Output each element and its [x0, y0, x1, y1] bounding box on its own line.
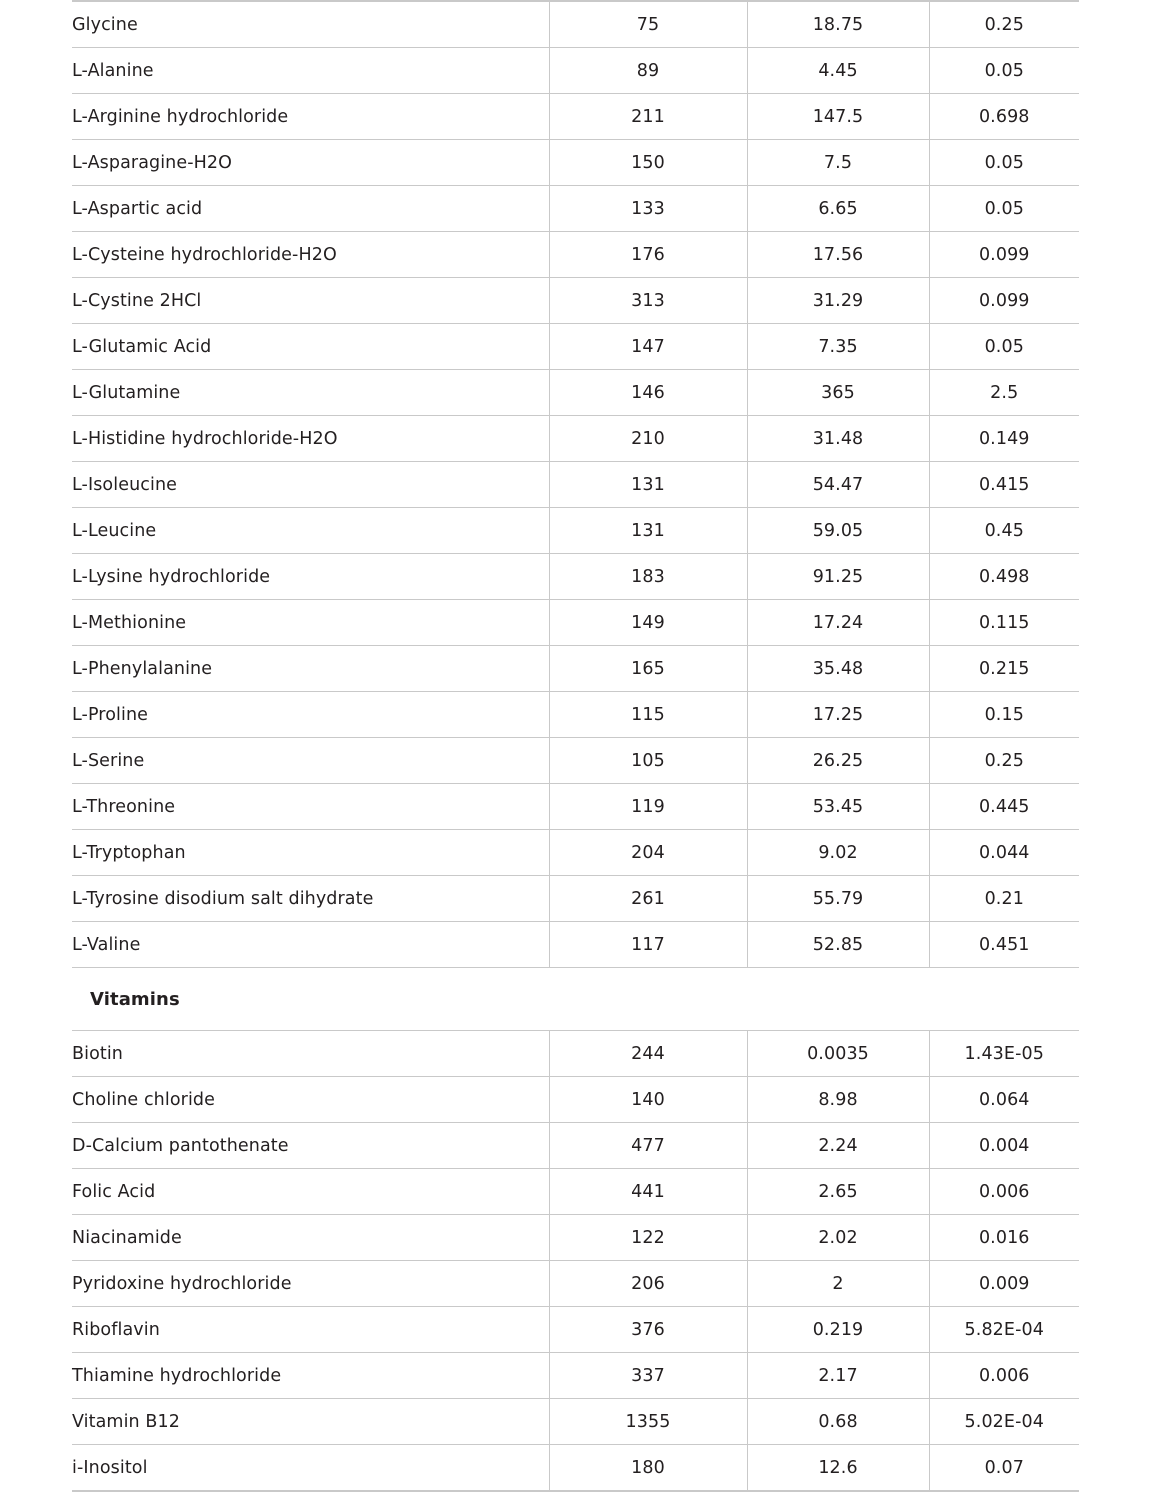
component-name-cell: L-Threonine	[72, 784, 549, 830]
concentration-mgl-cell: 17.25	[747, 692, 929, 738]
concentration-mgl-cell: 0.0035	[747, 1031, 929, 1077]
component-name-cell: D-Calcium pantothenate	[72, 1123, 549, 1169]
concentration-mgl-cell: 147.5	[747, 94, 929, 140]
molecular-weight-cell: 131	[549, 508, 747, 554]
molecular-weight-cell: 337	[549, 1353, 747, 1399]
concentration-mm-cell: 0.009	[929, 1261, 1079, 1307]
table-row	[72, 416, 1079, 462]
component-name-cell: L-Asparagine-H2O	[72, 140, 549, 186]
molecular-weight-cell: 149	[549, 600, 747, 646]
table-row	[72, 876, 1079, 922]
concentration-mgl-cell: 2.17	[747, 1353, 929, 1399]
concentration-mm-cell: 0.044	[929, 830, 1079, 876]
table-row	[72, 1261, 1079, 1307]
concentration-mgl-cell: 365	[747, 370, 929, 416]
concentration-mgl-cell: 91.25	[747, 554, 929, 600]
concentration-mgl-cell: 6.65	[747, 186, 929, 232]
table-row	[72, 1123, 1079, 1169]
component-name-cell: L-Lysine hydrochloride	[72, 554, 549, 600]
component-name-cell: L-Cystine 2HCl	[72, 278, 549, 324]
molecular-weight-cell: 313	[549, 278, 747, 324]
component-name-cell: L-Serine	[72, 738, 549, 784]
table-row	[72, 508, 1079, 554]
table-row	[72, 1169, 1079, 1215]
table-row	[72, 232, 1079, 278]
concentration-mgl-cell: 31.48	[747, 416, 929, 462]
molecular-weight-cell: 1355	[549, 1399, 747, 1445]
component-name-cell: L-Tyrosine disodium salt dihydrate	[72, 876, 549, 922]
molecular-weight-cell: 131	[549, 462, 747, 508]
concentration-mgl-cell: 59.05	[747, 508, 929, 554]
molecular-weight-cell: 75	[549, 2, 747, 48]
concentration-mgl-cell: 8.98	[747, 1077, 929, 1123]
concentration-mgl-cell: 0.68	[747, 1399, 929, 1445]
table-section-header	[72, 968, 1079, 1031]
concentration-mm-cell: 0.05	[929, 48, 1079, 94]
molecular-weight-cell: 117	[549, 922, 747, 968]
molecular-weight-cell: 206	[549, 1261, 747, 1307]
molecular-weight-cell: 140	[549, 1077, 747, 1123]
table-row	[72, 1215, 1079, 1261]
concentration-mm-cell: 0.25	[929, 2, 1079, 48]
concentration-mm-cell: 0.15	[929, 692, 1079, 738]
molecular-weight-cell: 89	[549, 48, 747, 94]
concentration-mm-cell: 5.82E-04	[929, 1307, 1079, 1353]
concentration-mgl-cell: 17.56	[747, 232, 929, 278]
table-bottom-border	[72, 1491, 1079, 1499]
concentration-mm-cell: 0.698	[929, 94, 1079, 140]
component-name-cell: Glycine	[72, 2, 549, 48]
molecular-weight-cell: 204	[549, 830, 747, 876]
table-row	[72, 1353, 1079, 1399]
concentration-mm-cell: 0.05	[929, 324, 1079, 370]
concentration-mgl-cell: 2	[747, 1261, 929, 1307]
molecular-weight-cell: 147	[549, 324, 747, 370]
concentration-mm-cell: 0.45	[929, 508, 1079, 554]
concentration-mgl-cell: 2.24	[747, 1123, 929, 1169]
component-name-cell: L-Proline	[72, 692, 549, 738]
concentration-mm-cell: 1.43E-05	[929, 1031, 1079, 1077]
molecular-weight-cell: 119	[549, 784, 747, 830]
component-name-cell: L-Alanine	[72, 48, 549, 94]
component-name-cell: L-Isoleucine	[72, 462, 549, 508]
component-name-cell: L-Cysteine hydrochloride-H2O	[72, 232, 549, 278]
concentration-mm-cell: 0.115	[929, 600, 1079, 646]
molecular-weight-cell: 210	[549, 416, 747, 462]
concentration-mm-cell: 0.445	[929, 784, 1079, 830]
concentration-mgl-cell: 17.24	[747, 600, 929, 646]
concentration-mm-cell: 2.5	[929, 370, 1079, 416]
concentration-mgl-cell: 7.35	[747, 324, 929, 370]
concentration-mgl-cell: 2.65	[747, 1169, 929, 1215]
concentration-mgl-cell: 2.02	[747, 1215, 929, 1261]
component-name-cell: Choline chloride	[72, 1077, 549, 1123]
molecular-weight-cell: 183	[549, 554, 747, 600]
concentration-mm-cell: 0.064	[929, 1077, 1079, 1123]
component-name-cell: L-Glutamine	[72, 370, 549, 416]
concentration-mgl-cell: 31.29	[747, 278, 929, 324]
component-name-cell: L-Phenylalanine	[72, 646, 549, 692]
concentration-mm-cell: 5.02E-04	[929, 1399, 1079, 1445]
table-row	[72, 738, 1079, 784]
concentration-mgl-cell: 52.85	[747, 922, 929, 968]
concentration-mgl-cell: 4.45	[747, 48, 929, 94]
table-row	[72, 922, 1079, 968]
concentration-mm-cell: 0.004	[929, 1123, 1079, 1169]
table-row	[72, 462, 1079, 508]
concentration-mm-cell: 0.05	[929, 140, 1079, 186]
component-name-cell: L-Aspartic acid	[72, 186, 549, 232]
molecular-weight-cell: 115	[549, 692, 747, 738]
concentration-mgl-cell: 35.48	[747, 646, 929, 692]
molecular-weight-cell: 176	[549, 232, 747, 278]
concentration-mgl-cell: 54.47	[747, 462, 929, 508]
concentration-mm-cell: 0.05	[929, 186, 1079, 232]
concentration-mm-cell: 0.099	[929, 232, 1079, 278]
concentration-mgl-cell: 26.25	[747, 738, 929, 784]
table-row	[72, 646, 1079, 692]
molecular-weight-cell: 376	[549, 1307, 747, 1353]
concentration-mm-cell: 0.016	[929, 1215, 1079, 1261]
section-title: Vitamins	[72, 968, 1079, 1031]
component-name-cell: Folic Acid	[72, 1169, 549, 1215]
component-name-cell: L-Valine	[72, 922, 549, 968]
component-name-cell: Thiamine hydrochloride	[72, 1353, 549, 1399]
molecular-weight-cell: 211	[549, 94, 747, 140]
component-name-cell: L-Arginine hydrochloride	[72, 94, 549, 140]
table-row	[72, 692, 1079, 738]
concentration-mm-cell: 0.149	[929, 416, 1079, 462]
concentration-mm-cell: 0.21	[929, 876, 1079, 922]
concentration-mm-cell: 0.099	[929, 278, 1079, 324]
table-row	[72, 600, 1079, 646]
molecular-weight-cell: 477	[549, 1123, 747, 1169]
concentration-mm-cell: 0.25	[929, 738, 1079, 784]
component-name-cell: L-Histidine hydrochloride-H2O	[72, 416, 549, 462]
concentration-mgl-cell: 9.02	[747, 830, 929, 876]
component-name-cell: Biotin	[72, 1031, 549, 1077]
component-name-cell: L-Leucine	[72, 508, 549, 554]
concentration-mm-cell: 0.215	[929, 646, 1079, 692]
concentration-mgl-cell: 7.5	[747, 140, 929, 186]
concentration-mm-cell: 0.006	[929, 1353, 1079, 1399]
molecular-weight-cell: 180	[549, 1445, 747, 1491]
molecular-weight-cell: 441	[549, 1169, 747, 1215]
molecular-weight-cell: 105	[549, 738, 747, 784]
table-row	[72, 2, 1079, 48]
molecular-weight-cell: 150	[549, 140, 747, 186]
molecular-weight-cell: 165	[549, 646, 747, 692]
concentration-mm-cell: 0.415	[929, 462, 1079, 508]
concentration-mgl-cell: 55.79	[747, 876, 929, 922]
table-row	[72, 1077, 1079, 1123]
table-row	[72, 1399, 1079, 1445]
component-name-cell: Pyridoxine hydrochloride	[72, 1261, 549, 1307]
table-row	[72, 94, 1079, 140]
table-row	[72, 554, 1079, 600]
concentration-mm-cell: 0.07	[929, 1445, 1079, 1491]
table-row	[72, 784, 1079, 830]
molecular-weight-cell: 122	[549, 1215, 747, 1261]
concentration-mgl-cell: 53.45	[747, 784, 929, 830]
table-row	[72, 370, 1079, 416]
table-row	[72, 140, 1079, 186]
table-row	[72, 1307, 1079, 1353]
molecular-weight-cell: 244	[549, 1031, 747, 1077]
table-row	[72, 1445, 1079, 1491]
concentration-mgl-cell: 0.219	[747, 1307, 929, 1353]
molecular-weight-cell: 261	[549, 876, 747, 922]
component-name-cell: i-Inositol	[72, 1445, 549, 1491]
component-name-cell: Niacinamide	[72, 1215, 549, 1261]
molecular-weight-cell: 133	[549, 186, 747, 232]
concentration-mm-cell: 0.451	[929, 922, 1079, 968]
concentration-mgl-cell: 18.75	[747, 2, 929, 48]
component-name-cell: L-Tryptophan	[72, 830, 549, 876]
table-row	[72, 186, 1079, 232]
molecular-weight-cell: 146	[549, 370, 747, 416]
concentration-mm-cell: 0.006	[929, 1169, 1079, 1215]
media-composition-table	[72, 1, 1079, 1491]
table-row	[72, 324, 1079, 370]
table-row	[72, 48, 1079, 94]
table-row	[72, 278, 1079, 324]
concentration-mm-cell: 0.498	[929, 554, 1079, 600]
table-row	[72, 830, 1079, 876]
component-name-cell: Riboflavin	[72, 1307, 549, 1353]
component-name-cell: L-Methionine	[72, 600, 549, 646]
component-name-cell: Vitamin B12	[72, 1399, 549, 1445]
component-name-cell: L-Glutamic Acid	[72, 324, 549, 370]
concentration-mgl-cell: 12.6	[747, 1445, 929, 1491]
table-row	[72, 1031, 1079, 1077]
